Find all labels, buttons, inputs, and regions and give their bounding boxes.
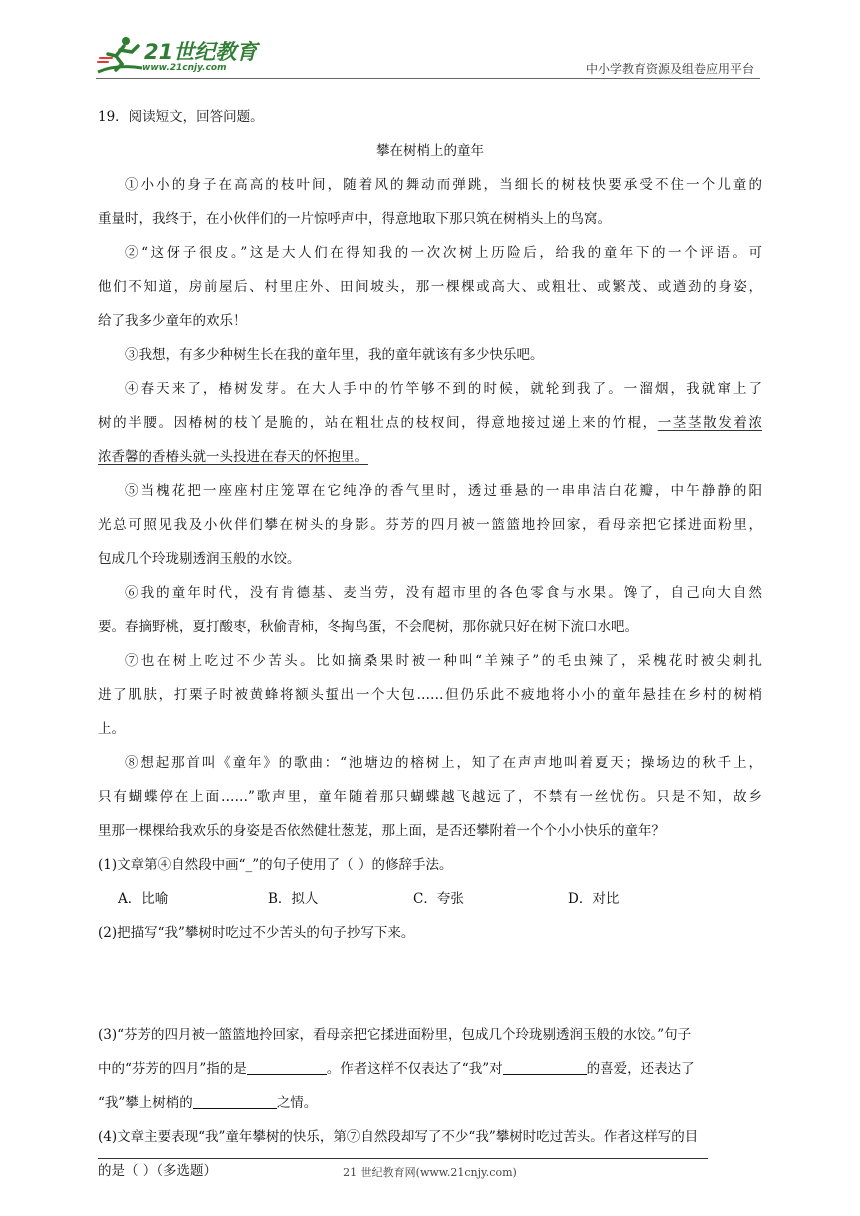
passage-line: ③我想，有多少种树生长在我的童年里，我的童年就该有多少快乐吧。 [125,347,544,363]
answer-space [98,984,762,1018]
answer-blank[interactable] [193,1094,277,1109]
question-3-cont [98,1052,762,1086]
option-a[interactable]: A．比喻 [118,891,169,907]
question-3-cont [98,1086,762,1120]
passage-line: 重量时，我终于，在小伙伴们的一片惊呼声中，得意地取下那只筑在树梢头上的鸟窝。 [98,211,611,227]
answer-blank[interactable] [503,1060,587,1075]
passage-line: ④春天来了，椿树发芽。在大人手中的竹竿够不到的时候，就轮到我了。一溜烟，我就窜上了 [125,381,762,397]
passage-line: 进了肌肤，打栗子时被黄蜂将额头蜇出一个大包……但仍乐此不疲地将小小的童年悬挂在乡村的树梢 [98,687,762,703]
footer-divider [98,1158,708,1159]
runner-logo-icon [96,34,144,78]
option-c[interactable]: C．夸张 [413,891,464,907]
question-1: (1)文章第④自然段中画“_”的句子使用了（ ）的修辞手法。 [98,857,453,873]
page-header [96,30,760,80]
header-divider [96,78,760,79]
logo-text: 21世纪教育 [144,40,258,64]
question-4-cont: 的是（ ）（多选题） [98,1163,218,1179]
passage-line: ⑧想起那首叫《童年》的歌曲：“池塘边的榕树上，知了在声声地叫着夏天；操场边的秋千上， [125,755,762,771]
passage-line: 光总可照见我及小伙伴们攀在树头的身影。芬芳的四月被一篮篮地拎回家，看母亲把它揉进面粉里， [98,517,762,533]
option-b[interactable]: B．拟人 [268,891,319,907]
answer-space [98,950,762,984]
logo [96,34,266,78]
passage-line: ②“这伢子很皮。”这是大人们在得知我的一次次树上历险后，给我的童年下的一个评语。可 [125,245,762,261]
passage-text: 树的半腰。因椿树的枝丫是脆的，站在粗壮点的枝杈间，得意地接过递上来的竹棍， [98,415,658,431]
question-3-text: 之情。 [276,1095,318,1111]
passage-line: 里那一棵棵给我欢乐的身姿是否依然健壮葱茏，那上面，是否还攀附着一个个小小快乐的童年？ [98,823,665,839]
question-3-text: 的喜爱，还表达了 [586,1061,695,1077]
logo-url: www.21cnjy.com [142,63,227,73]
page-footer: 21 世纪教育网(www.21cnjy.com) [343,1166,517,1179]
passage-line: ⑦也在树上吃过不少苦头。比如摘桑果时被一种叫“羊辣子”的毛虫辣了，采槐花时被尖刺扎 [125,653,762,669]
passage-line: 给了我多少童年的欢乐！ [98,313,247,329]
passage-line [98,406,762,440]
question-content [98,100,762,1188]
question-3-text: 。作者这样不仅表达了“我”对 [326,1061,503,1077]
passage-line [98,440,762,474]
answer-blank[interactable] [247,1060,327,1075]
question-1-options [98,882,762,916]
passage-line: ①小小的身子在高高的枝叶间，随着风的舞动而弹跳，当细长的树枝快要承受不住一个儿童的 [125,177,762,193]
passage-line: 只有蝴蝶停在上面……”歌声里，童年随着那只蝴蝶越飞越远了，不禁有一丝忧伤。只是不知，故乡 [98,789,762,805]
platform-name: 中小学教育资源及组卷应用平台 [585,62,754,76]
question-3-text: “我”攀上树梢的 [98,1095,193,1111]
passage-line: ⑥我的童年时代，没有肯德基、麦当劳，没有超市里的各色零食与水果。馋了，自己向大自然 [125,585,762,601]
question-intro: 19．阅读短文，回答问题。 [98,109,264,125]
option-d[interactable]: D．对比 [568,891,620,907]
question-3-text: 中的“芬芳的四月”指的是 [98,1061,247,1077]
passage-line: 要。春摘野桃，夏打酸枣，秋偷青柿，冬掏鸟蛋，不会爬树，那你就只好在树下流口水吧。 [98,619,638,635]
underlined-sentence: 浓香馨的香椿头就一头投进在春天的怀抱里。 [98,449,368,465]
underlined-sentence: 一茎茎散发着浓 [657,415,763,431]
passage-line: 他们不知道，房前屋后、村里庄外、田间坡头，那一棵棵或高大、或粗壮、或繁茂、或遒劲的身姿， [98,279,762,295]
question-4: (4)文章主要表现“我”童年攀树的快乐，第⑦自然段却写了不少“我”攀树时吃过苦头。作者这样写的目 [98,1129,699,1145]
passage-line: 包成几个玲珑剔透润玉般的水饺。 [98,551,301,567]
passage-title: 攀在树梢上的童年 [376,143,484,159]
question-2: (2)把描写“我”攀树时吃过不少苦头的句子抄写下来。 [98,925,415,941]
question-3: (3)“芬芳的四月被一篮篮地拎回家，看母亲把它揉进面粉里，包成几个玲珑剔透润玉般的水饺。”句子 [98,1027,692,1043]
passage-line: ⑤当槐花把一座座村庄笼罩在它纯净的香气里时，透过垂悬的一串串洁白花瓣，中午静静的阳 [125,483,762,499]
passage-line: 上。 [98,721,125,737]
